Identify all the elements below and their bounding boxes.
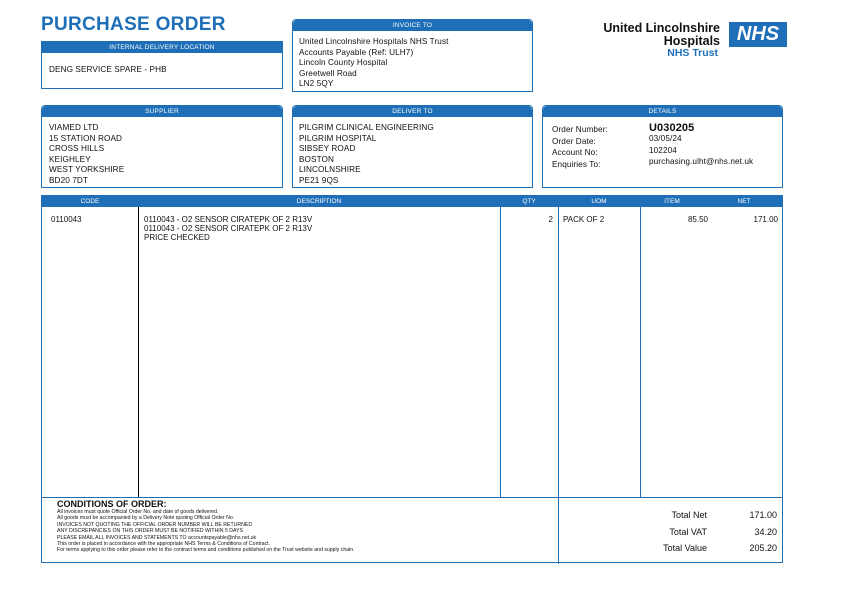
details-values xyxy=(649,122,779,168)
total-vat-value: 34.20 xyxy=(754,527,777,537)
invoice-to-address xyxy=(299,37,449,90)
deliver-to-line: SIBSEY ROAD xyxy=(299,144,356,153)
logo-line1: United Lincolnshire xyxy=(603,21,720,35)
internal-delivery-header: INTERNAL DELIVERY LOCATION xyxy=(42,42,282,53)
items-table xyxy=(41,195,783,563)
account-number: 102204 xyxy=(649,145,677,155)
enquiries-email: purchasing.ulht@nhs.net.uk xyxy=(649,157,754,166)
supplier-header: SUPPLIER xyxy=(42,106,282,117)
trust-logo-text xyxy=(590,22,720,59)
deliver-to-line: PE21 9QS xyxy=(299,175,339,185)
invoice-to-line: LN2 5QY xyxy=(299,79,334,88)
deliver-to-header: DELIVER TO xyxy=(293,106,532,117)
col-divider xyxy=(640,207,641,497)
invoice-to-line: United Lincolnshire Hospitals NHS Trust xyxy=(299,37,449,46)
deliver-to-line: PILGRIM HOSPITAL xyxy=(299,133,377,143)
supplier-address xyxy=(49,123,124,186)
logo-line2: Hospitals xyxy=(663,33,720,48)
details-labels xyxy=(552,125,642,170)
total-vat-label: Total VAT xyxy=(669,527,707,537)
internal-delivery-box xyxy=(41,41,283,89)
col-header-net: NET xyxy=(737,198,751,205)
deliver-to-address xyxy=(299,123,434,186)
row-description-line: PRICE CHECKED xyxy=(144,233,210,242)
order-date-label: Order Date: xyxy=(552,136,596,146)
invoice-to-line: Greetwell Road xyxy=(299,68,357,78)
nhs-logo-badge: NHS xyxy=(729,22,787,47)
order-number: U030205 xyxy=(649,122,695,134)
row-uom: PACK OF 2 xyxy=(563,215,605,224)
account-label: Account No: xyxy=(552,148,598,157)
condition-line: All invoices must quote Official Order No. and date of goods delivered. xyxy=(57,509,219,515)
condition-line: All goods must be accompanied by a Delivery Note quoting Official Order No. xyxy=(57,515,235,522)
order-number-label: Order Number: xyxy=(552,125,608,134)
col-header-item: ITEM xyxy=(664,198,680,205)
col-header-uom: UOM xyxy=(591,198,607,205)
col-header-code: CODE xyxy=(80,198,100,205)
conditions-text xyxy=(57,509,552,554)
deliver-to-line: LINCOLNSHIRE xyxy=(299,165,361,174)
col-divider xyxy=(138,207,139,497)
supplier-line: WEST YORKSHIRE xyxy=(49,165,125,174)
row-description xyxy=(144,215,312,242)
col-divider xyxy=(558,207,559,564)
logo-trust: NHS Trust xyxy=(667,47,718,59)
col-header-qty: QTY xyxy=(522,198,536,205)
page-title: PURCHASE ORDER xyxy=(41,14,226,35)
details-header: DETAILS xyxy=(543,106,782,117)
deliver-to-box xyxy=(292,105,533,188)
row-code: 0110043 xyxy=(51,215,82,224)
row-item-price: 85.50 xyxy=(687,215,708,224)
conditions-title: CONDITIONS OF ORDER: xyxy=(57,499,167,509)
row-net: 171.00 xyxy=(753,215,778,224)
condition-line: ANY DISCREPANCIES ON THIS ORDER MUST BE NOTIFIED WITHIN 5 DAYS xyxy=(57,528,244,535)
col-divider xyxy=(500,207,501,497)
invoice-to-box xyxy=(292,19,533,92)
condition-line: This order is placed in accordance with the appropriate NHS Terms & Conditions of Contract. xyxy=(57,541,270,548)
invoice-to-header: INVOICE TO xyxy=(293,20,532,31)
row-qty: 2 xyxy=(548,215,553,224)
enquiries-label: Enquiries To: xyxy=(552,159,601,169)
deliver-to-line: BOSTON xyxy=(299,154,335,164)
conditions-divider xyxy=(42,497,782,498)
supplier-line: VIAMED LTD xyxy=(49,123,99,132)
supplier-line: CROSS HILLS xyxy=(49,144,105,153)
order-date: 03/05/24 xyxy=(649,134,682,143)
deliver-to-line: PILGRIM CLINICAL ENGINEERING xyxy=(299,123,434,132)
internal-delivery-value: DENG SERVICE SPARE - PHB xyxy=(49,65,167,74)
supplier-line: 15 STATION ROAD xyxy=(49,133,123,143)
condition-line: PLEASE EMAIL ALL INVOICES AND STATEMENTS TO accountspayable@nhs.net.uk xyxy=(57,534,257,541)
total-value-label: Total Value xyxy=(663,543,707,553)
row-description-line: 0110043 - O2 SENSOR CIRATEPK OF 2 R13V xyxy=(144,224,313,233)
total-net-value: 171.00 xyxy=(749,510,777,520)
supplier-box xyxy=(41,105,283,188)
condition-line: For terms applying to this order please refer to the contract terms and conditions published on the Trust website and supply chain. xyxy=(57,547,355,554)
condition-line: INVOICES NOT QUOTING THE OFFICIAL ORDER NUMBER WILL BE RETURNED xyxy=(57,521,253,528)
col-header-description: DESCRIPTION xyxy=(296,198,342,205)
supplier-line: BD20 7DT xyxy=(49,175,89,185)
total-net-label: Total Net xyxy=(671,510,707,520)
invoice-to-line: Lincoln County Hospital xyxy=(299,58,388,67)
details-box xyxy=(542,105,783,188)
row-description-line: 0110043 - O2 SENSOR CIRATEPK OF 2 R13V xyxy=(144,215,313,224)
invoice-to-line: Accounts Payable (Ref: ULH7) xyxy=(299,47,414,57)
supplier-line: KEIGHLEY xyxy=(49,154,91,164)
total-value-amount: 205.20 xyxy=(749,543,777,553)
